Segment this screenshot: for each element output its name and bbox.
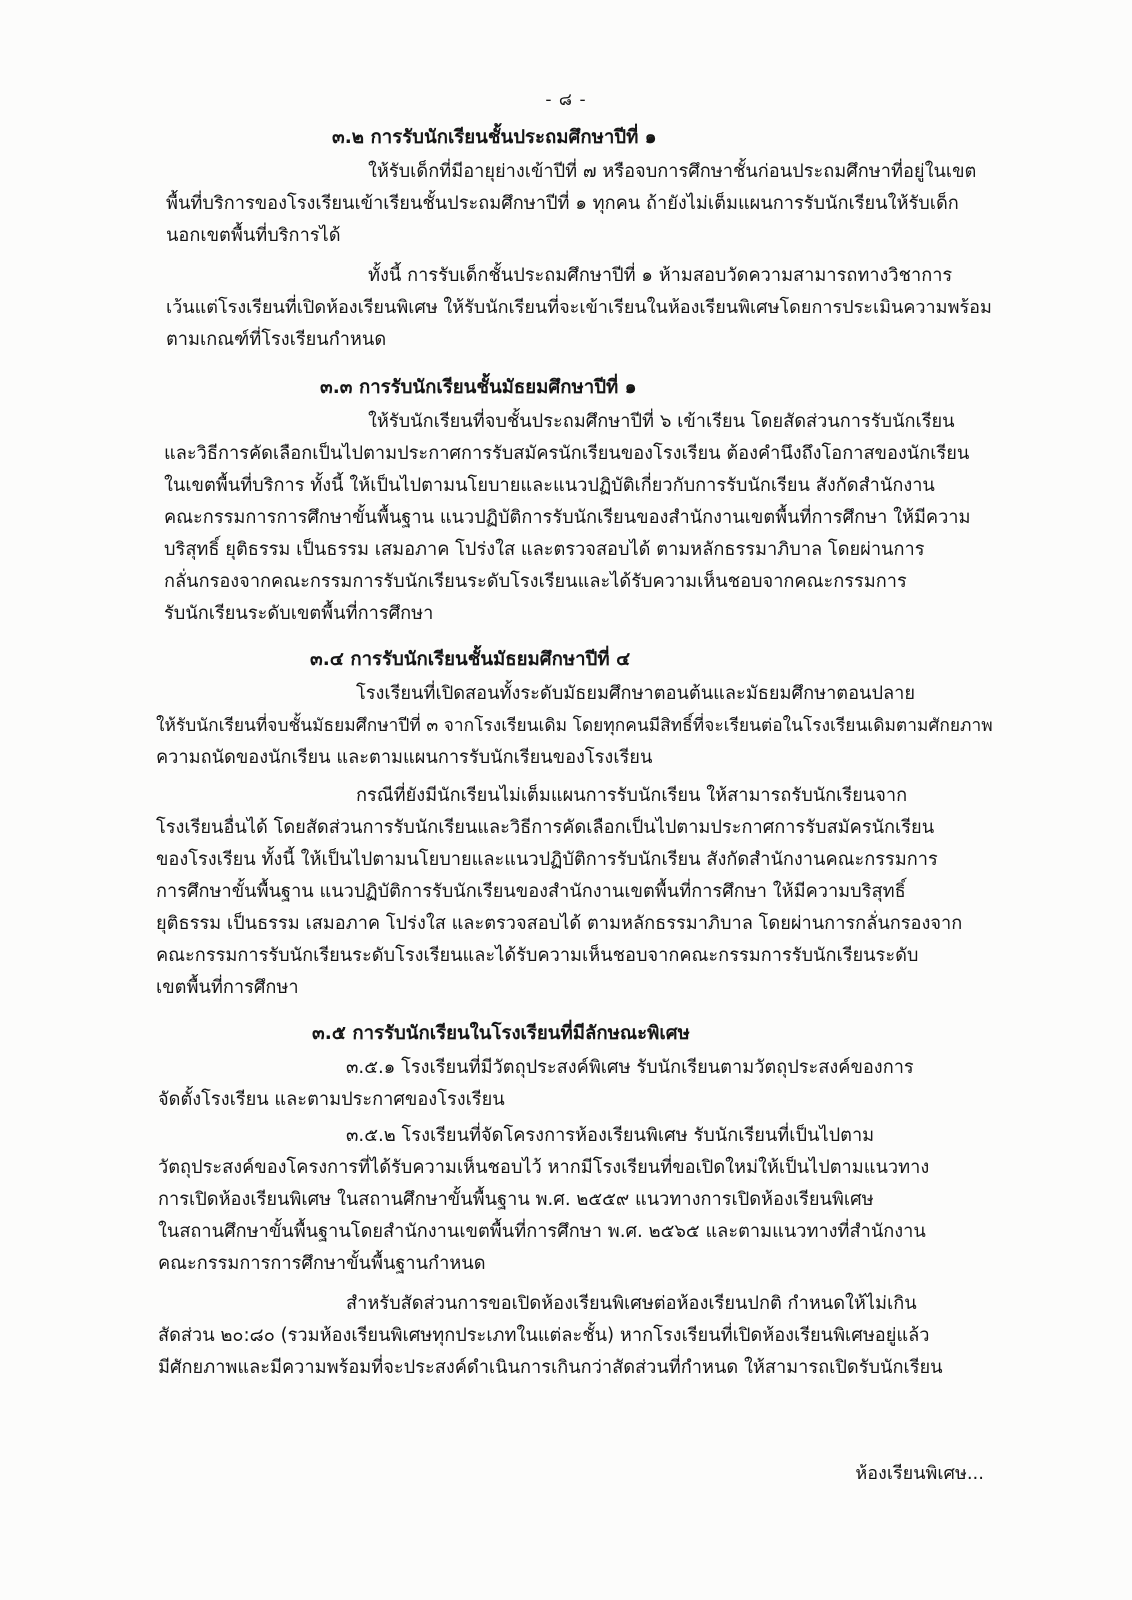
paragraph-line: โรงเรียนที่เปิดสอนทั้งระดับมัธยมศึกษาตอนต้นและมัธยมศึกษาตอนปลาย <box>356 683 916 704</box>
paragraph-line: สำหรับสัดส่วนการขอเปิดห้องเรียนพิเศษต่อห้องเรียนปกติ กำหนดให้ไม่เกิน <box>346 1293 917 1314</box>
section-heading-3-4: ๓.๔ การรับนักเรียนชั้นมัธยมศึกษาปีที่ ๔ <box>310 649 631 670</box>
paragraph-line: นอกเขตพื้นที่บริการได้ <box>166 225 341 246</box>
paragraph-line: มีศักยภาพและมีความพร้อมที่จะประสงค์ดำเนินการเกินกว่าสัดส่วนที่กำหนด ให้สามารถเปิดรับนักเรียน <box>158 1357 943 1378</box>
paragraph-line: เขตพื้นที่การศึกษา <box>156 977 299 998</box>
paragraph-line: ให้รับเด็กที่มีอายุย่างเข้าปีที่ ๗ หรือจบการศึกษาชั้นก่อนประถมศึกษาที่อยู่ในเขต <box>368 161 977 182</box>
section-heading-3-3: ๓.๓ การรับนักเรียนชั้นมัธยมศึกษาปีที่ ๑ <box>320 377 637 398</box>
paragraph-line: สัดส่วน ๒๐:๘๐ (รวมห้องเรียนพิเศษทุกประเภทในแต่ละชั้น) หากโรงเรียนที่เปิดห้องเรียนพิเศษอยู่แล้ว <box>158 1325 930 1346</box>
paragraph-line: การศึกษาขั้นพื้นฐาน แนวปฏิบัติการรับนักเรียนของสำนักงานเขตพื้นที่การศึกษา ให้มีความบริสุทธิ์ <box>156 881 906 902</box>
paragraph-line: ให้รับนักเรียนที่จบชั้นมัธยมศึกษาปีที่ ๓ จากโรงเรียนเดิม โดยทุกคนมีสิทธิ์ที่จะเรียนต่อในโรงเรียนเดิมตามศักยภาพ <box>156 716 993 736</box>
paragraph-line: วัตถุประสงค์ของโครงการที่ได้รับความเห็นชอบไว้ หากมีโรงเรียนที่ขอเปิดใหม่ให้เป็นไปตามแนวทาง <box>158 1157 930 1178</box>
paragraph-line: ของโรงเรียน ทั้งนี้ ให้เป็นไปตามนโยบายและแนวปฏิบัติการรับนักเรียน สังกัดสำนักงานคณะกรรมการ <box>156 849 938 870</box>
paragraph-line: ๓.๕.๒ โรงเรียนที่จัดโครงการห้องเรียนพิเศษ รับนักเรียนที่เป็นไปตาม <box>346 1125 875 1146</box>
paragraph-line: ๓.๕.๑ โรงเรียนที่มีวัตถุประสงค์พิเศษ รับนักเรียนตามวัตถุประสงค์ของการ <box>346 1057 914 1078</box>
paragraph-line: กลั่นกรองจากคณะกรรมการรับนักเรียนระดับโรงเรียนและได้รับความเห็นชอบจากคณะกรรมการ <box>164 571 907 592</box>
paragraph-line: และวิธีการคัดเลือกเป็นไปตามประกาศการรับสมัครนักเรียนของโรงเรียน ต้องคำนึงถึงโอกาสของนักเรียน <box>164 443 970 464</box>
paragraph-line: ในสถานศึกษาขั้นพื้นฐานโดยสำนักงานเขตพื้นที่การศึกษา พ.ศ. ๒๕๖๕ และตามแนวทางที่สำนักงาน <box>158 1221 926 1242</box>
paragraph-line: โรงเรียนอื่นได้ โดยสัดส่วนการรับนักเรียนและวิธีการคัดเลือกเป็นไปตามประกาศการรับสมัครนักเรียน <box>156 817 935 838</box>
paragraph-line: คณะกรรมการการศึกษาขั้นพื้นฐาน แนวปฏิบัติการรับนักเรียนของสำนักงานเขตพื้นที่การศึกษา ให้มีความ <box>164 507 971 528</box>
paragraph-line: ตามเกณฑ์ที่โรงเรียนกำหนด <box>166 329 387 350</box>
paragraph-line: ในเขตพื้นที่บริการ ทั้งนี้ ให้เป็นไปตามนโยบายและแนวปฏิบัติเกี่ยวกับการรับนักเรียน สังกัดสำนักงาน <box>164 475 935 496</box>
paragraph-line: ทั้งนี้ การรับเด็กชั้นประถมศึกษาปีที่ ๑ ห้ามสอบวัดความสามารถทางวิชาการ <box>368 265 953 286</box>
paragraph-line: บริสุทธิ์ ยุติธรรม เป็นธรรม เสมอภาค โปร่งใส และตรวจสอบได้ ตามหลักธรรมาภิบาล โดยผ่านการ <box>164 539 925 560</box>
paragraph-line: ให้รับนักเรียนที่จบชั้นประถมศึกษาปีที่ ๖ เข้าเรียน โดยสัดส่วนการรับนักเรียน <box>368 411 955 432</box>
paragraph-line: คณะกรรมการรับนักเรียนระดับโรงเรียนและได้รับความเห็นชอบจากคณะกรรมการรับนักเรียนระดับ <box>156 945 919 966</box>
paragraph-line: รับนักเรียนระดับเขตพื้นที่การศึกษา <box>164 603 434 624</box>
continuation-note: ห้องเรียนพิเศษ... <box>855 1463 984 1484</box>
paragraph-line: กรณีที่ยังมีนักเรียนไม่เต็มแผนการรับนักเรียน ให้สามารถรับนักเรียนจาก <box>356 785 908 806</box>
paragraph-line: จัดตั้งโรงเรียน และตามประกาศของโรงเรียน <box>158 1089 505 1110</box>
paragraph-line: การเปิดห้องเรียนพิเศษ ในสถานศึกษาขั้นพื้นฐาน พ.ศ. ๒๕๕๙ แนวทางการเปิดห้องเรียนพิเศษ <box>158 1189 874 1210</box>
paragraph-line: ยุติธรรม เป็นธรรม เสมอภาค โปร่งใส และตรวจสอบได้ ตามหลักธรรมาภิบาล โดยผ่านการกลั่นกรองจาก <box>156 913 963 934</box>
paragraph-line: ความถนัดของนักเรียน และตามแผนการรับนักเรียนของโรงเรียน <box>156 747 653 768</box>
paragraph-line: พื้นที่บริการของโรงเรียนเข้าเรียนชั้นประถมศึกษาปีที่ ๑ ทุกคน ถ้ายังไม่เต็มแผนการรับนักเรียนให้รับเด็ก <box>166 193 959 214</box>
section-heading-3-2: ๓.๒ การรับนักเรียนชั้นประถมศึกษาปีที่ ๑ <box>332 127 657 148</box>
section-heading-3-5: ๓.๕ การรับนักเรียนในโรงเรียนที่มีลักษณะพิเศษ <box>312 1023 690 1044</box>
paragraph-line: คณะกรรมการการศึกษาขั้นพื้นฐานกำหนด <box>158 1253 486 1274</box>
page-number: - ๘ - <box>545 90 587 110</box>
paragraph-line: เว้นแต่โรงเรียนที่เปิดห้องเรียนพิเศษ ให้รับนักเรียนที่จะเข้าเรียนในห้องเรียนพิเศษโดยการประเมินความพร้อม <box>166 297 992 318</box>
